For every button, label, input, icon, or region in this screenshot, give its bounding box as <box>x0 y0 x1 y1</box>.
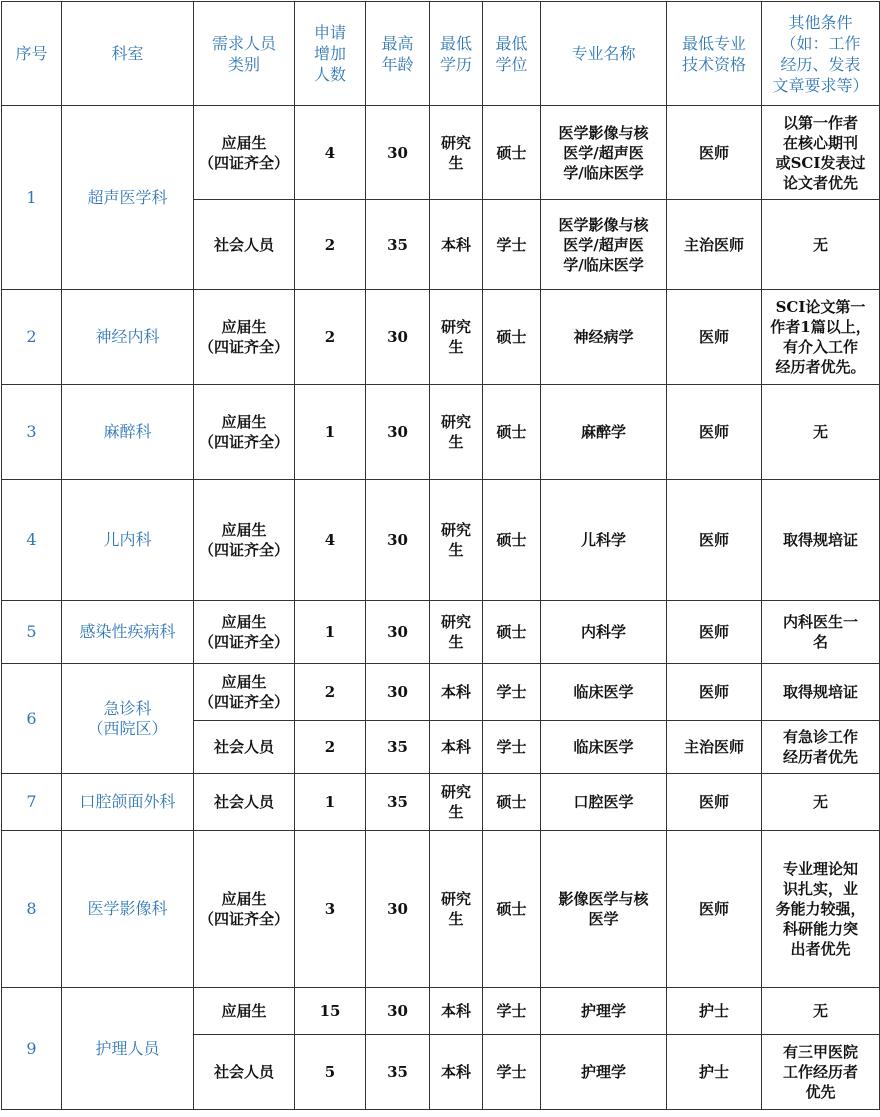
cell-seq: 5 <box>2 601 62 664</box>
header-qual: 最低专业 技术资格 <box>667 2 762 106</box>
cell-seq: 2 <box>2 290 62 385</box>
table-row <box>2 480 880 601</box>
table-body <box>2 2 880 1110</box>
table-row <box>2 385 880 480</box>
header-count: 申请 增加 人数 <box>295 2 366 106</box>
cell-count: 2 <box>295 290 366 385</box>
cell-type: 社会人员 <box>194 1035 295 1110</box>
header-seq: 序号 <box>2 2 62 106</box>
table-row <box>2 664 880 721</box>
table-row <box>2 290 880 385</box>
cell-qual: 主治医师 <box>667 721 762 774</box>
header-row <box>2 2 880 106</box>
cell-dept: 儿内科 <box>62 480 194 601</box>
cell-dept: 神经内科 <box>62 290 194 385</box>
cell-qual: 医师 <box>667 106 762 200</box>
cell-major: 神经病学 <box>541 290 667 385</box>
cell-count: 5 <box>295 1035 366 1110</box>
cell-type: 应届生 （四证齐全） <box>194 106 295 200</box>
cell-edu: 本科 <box>430 721 483 774</box>
cell-other: 内科医生一 名 <box>762 601 880 664</box>
cell-degree: 学士 <box>483 988 541 1035</box>
cell-other: 无 <box>762 385 880 480</box>
cell-degree: 硕士 <box>483 106 541 200</box>
cell-edu: 研究 生 <box>430 385 483 480</box>
cell-age: 30 <box>366 831 430 988</box>
cell-type: 应届生 <box>194 988 295 1035</box>
cell-qual: 护士 <box>667 988 762 1035</box>
cell-type: 应届生 （四证齐全） <box>194 480 295 601</box>
cell-age: 30 <box>366 664 430 721</box>
cell-qual: 医师 <box>667 664 762 721</box>
cell-edu: 本科 <box>430 664 483 721</box>
cell-age: 30 <box>366 480 430 601</box>
cell-seq: 8 <box>2 831 62 988</box>
cell-qual: 医师 <box>667 480 762 601</box>
cell-other: 以第一作者 在核心期刊 或SCI发表过 论文者优先 <box>762 106 880 200</box>
cell-qual: 主治医师 <box>667 200 762 290</box>
header-other: 其他条件 （如：工作 经历、发表 文章要求等） <box>762 2 880 106</box>
cell-qual: 医师 <box>667 385 762 480</box>
cell-degree: 学士 <box>483 664 541 721</box>
cell-seq: 6 <box>2 664 62 774</box>
cell-qual: 医师 <box>667 601 762 664</box>
cell-count: 3 <box>295 831 366 988</box>
cell-type: 应届生 （四证齐全） <box>194 664 295 721</box>
cell-dept: 护理人员 <box>62 988 194 1110</box>
cell-count: 4 <box>295 106 366 200</box>
cell-dept: 医学影像科 <box>62 831 194 988</box>
cell-other: SCI论文第一 作者1篇以上， 有介入工作 经历者优先。 <box>762 290 880 385</box>
cell-type: 应届生 （四证齐全） <box>194 290 295 385</box>
cell-seq: 3 <box>2 385 62 480</box>
cell-degree: 硕士 <box>483 601 541 664</box>
cell-type: 社会人员 <box>194 721 295 774</box>
cell-degree: 学士 <box>483 200 541 290</box>
cell-degree: 硕士 <box>483 774 541 831</box>
cell-age: 30 <box>366 106 430 200</box>
header-age: 最高 年龄 <box>366 2 430 106</box>
cell-other: 无 <box>762 200 880 290</box>
cell-edu: 本科 <box>430 1035 483 1110</box>
cell-seq: 1 <box>2 106 62 290</box>
table-row <box>2 831 880 988</box>
cell-age: 35 <box>366 774 430 831</box>
cell-qual: 医师 <box>667 831 762 988</box>
cell-age: 30 <box>366 988 430 1035</box>
cell-major: 护理学 <box>541 988 667 1035</box>
cell-major: 护理学 <box>541 1035 667 1110</box>
cell-age: 30 <box>366 290 430 385</box>
cell-degree: 学士 <box>483 1035 541 1110</box>
cell-type: 应届生 （四证齐全） <box>194 385 295 480</box>
header-dept: 科室 <box>62 2 194 106</box>
cell-qual: 医师 <box>667 774 762 831</box>
cell-degree: 硕士 <box>483 831 541 988</box>
cell-edu: 研究 生 <box>430 774 483 831</box>
table-row <box>2 601 880 664</box>
header-edu: 最低 学历 <box>430 2 483 106</box>
cell-major: 内科学 <box>541 601 667 664</box>
cell-other: 无 <box>762 774 880 831</box>
cell-major: 医学影像与核 医学/超声医 学/临床医学 <box>541 200 667 290</box>
cell-dept: 急诊科 （西院区） <box>62 664 194 774</box>
cell-edu: 研究 生 <box>430 290 483 385</box>
cell-type: 应届生 （四证齐全） <box>194 601 295 664</box>
cell-dept: 口腔颌面外科 <box>62 774 194 831</box>
cell-major: 临床医学 <box>541 721 667 774</box>
cell-age: 35 <box>366 1035 430 1110</box>
cell-type: 社会人员 <box>194 200 295 290</box>
cell-other: 有三甲医院 工作经历者 优先 <box>762 1035 880 1110</box>
cell-seq: 4 <box>2 480 62 601</box>
recruitment-table <box>1 1 880 1110</box>
cell-edu: 本科 <box>430 200 483 290</box>
cell-edu: 研究 生 <box>430 831 483 988</box>
cell-seq: 7 <box>2 774 62 831</box>
cell-dept: 感染性疾病科 <box>62 601 194 664</box>
table-row <box>2 774 880 831</box>
cell-count: 2 <box>295 721 366 774</box>
cell-age: 30 <box>366 601 430 664</box>
header-degree: 最低 学位 <box>483 2 541 106</box>
cell-dept: 麻醉科 <box>62 385 194 480</box>
table-row <box>2 106 880 200</box>
cell-edu: 研究 生 <box>430 601 483 664</box>
cell-other: 无 <box>762 988 880 1035</box>
cell-dept: 超声医学科 <box>62 106 194 290</box>
cell-edu: 本科 <box>430 988 483 1035</box>
cell-major: 儿科学 <box>541 480 667 601</box>
cell-age: 35 <box>366 200 430 290</box>
header-major: 专业名称 <box>541 2 667 106</box>
cell-edu: 研究 生 <box>430 106 483 200</box>
cell-degree: 硕士 <box>483 385 541 480</box>
cell-type: 社会人员 <box>194 774 295 831</box>
cell-major: 影像医学与核 医学 <box>541 831 667 988</box>
cell-count: 1 <box>295 601 366 664</box>
cell-other: 有急诊工作 经历者优先 <box>762 721 880 774</box>
cell-major: 麻醉学 <box>541 385 667 480</box>
cell-seq: 9 <box>2 988 62 1110</box>
cell-major: 医学影像与核 医学/超声医 学/临床医学 <box>541 106 667 200</box>
cell-age: 35 <box>366 721 430 774</box>
cell-major: 临床医学 <box>541 664 667 721</box>
cell-age: 30 <box>366 385 430 480</box>
cell-degree: 硕士 <box>483 290 541 385</box>
cell-major: 口腔医学 <box>541 774 667 831</box>
table-row <box>2 988 880 1035</box>
cell-other: 专业理论知 识扎实，业 务能力较强， 科研能力突 出者优先 <box>762 831 880 988</box>
cell-count: 2 <box>295 200 366 290</box>
cell-qual: 护士 <box>667 1035 762 1110</box>
cell-degree: 学士 <box>483 721 541 774</box>
cell-count: 1 <box>295 774 366 831</box>
cell-count: 2 <box>295 664 366 721</box>
cell-edu: 研究 生 <box>430 480 483 601</box>
cell-qual: 医师 <box>667 290 762 385</box>
cell-degree: 硕士 <box>483 480 541 601</box>
cell-count: 4 <box>295 480 366 601</box>
cell-other: 取得规培证 <box>762 664 880 721</box>
cell-count: 15 <box>295 988 366 1035</box>
header-type: 需求人员 类别 <box>194 2 295 106</box>
cell-other: 取得规培证 <box>762 480 880 601</box>
cell-type: 应届生 （四证齐全） <box>194 831 295 988</box>
cell-count: 1 <box>295 385 366 480</box>
